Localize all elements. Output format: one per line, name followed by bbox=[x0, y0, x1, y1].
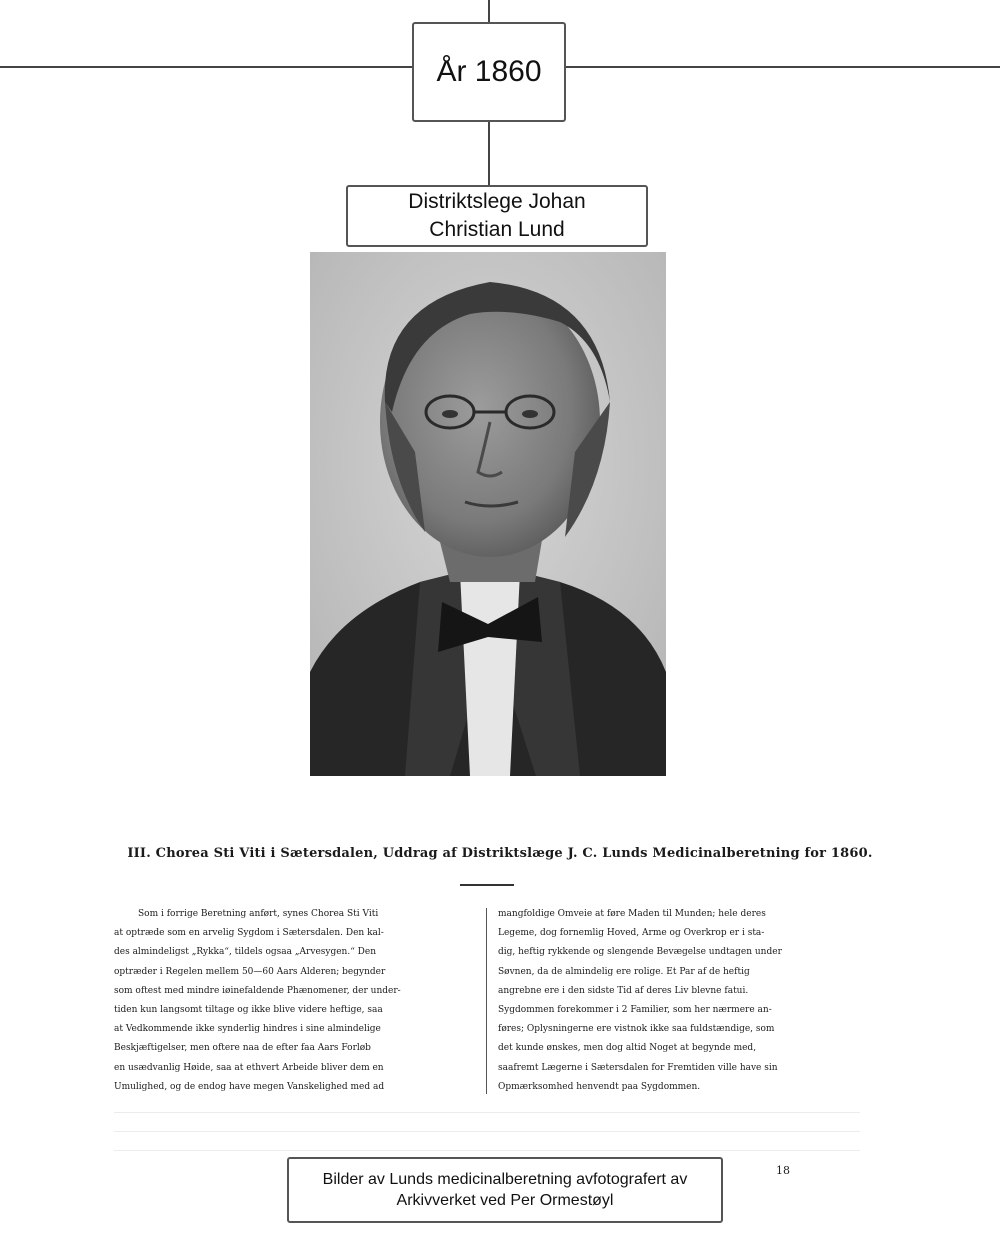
scan-bleed-line bbox=[114, 1112, 860, 1113]
text-line: det kunde ønskes, men dog altid Noget at begynde med, bbox=[498, 1043, 757, 1054]
document-right-column bbox=[498, 905, 860, 1097]
year-label: År 1860 bbox=[436, 55, 542, 88]
timeline-horizontal-right bbox=[566, 66, 1000, 68]
person-label-line1: Distriktslege Johan bbox=[408, 190, 586, 213]
text-line: des almindeligst „Rykka“, tildels ogsaa „Arvesygen.“ Den bbox=[114, 947, 377, 958]
text-line: en usædvanlig Høide, saa at ethvert Arbeide bliver dem en bbox=[114, 1062, 384, 1073]
text-line: som oftest med mindre iøinefaldende Phænomener, der under- bbox=[114, 985, 401, 996]
text-line: Umulighed, og de endog have megen Vanskelighed med ad bbox=[114, 1081, 385, 1092]
text-line: at optræde som en arvelig Sygdom i Sætersdalen. Den kal- bbox=[114, 928, 384, 939]
scan-bleed-line bbox=[114, 1150, 860, 1151]
text-line: tiden kun langsomt tiltage og ikke blive videre heftige, saa bbox=[114, 1005, 383, 1016]
text-line: dig, heftig rykkende og slengende Bevægelse undtagen under bbox=[498, 947, 782, 958]
title-divider bbox=[460, 884, 514, 886]
timeline-vertical-connector bbox=[488, 122, 490, 185]
document-title: III. Chorea Sti Viti i Sætersdalen, Uddrag af Distriktslæge J. C. Lunds Medicinalberetning for 1860. bbox=[127, 846, 873, 861]
text-line: Sygdommen forekommer i 2 Familier, som her nærmere an- bbox=[498, 1005, 772, 1016]
text-line: Søvnen, da de almindelig ere rolige. Et Par af de heftig bbox=[498, 966, 750, 977]
person-label-line2: Christian Lund bbox=[429, 218, 565, 241]
text-line: føres; Oplysningerne ere vistnok ikke saa fuldstændige, som bbox=[498, 1024, 775, 1035]
photo-credit-caption bbox=[287, 1157, 723, 1223]
portrait-photo bbox=[310, 252, 666, 776]
caption-line1: Bilder av Lunds medicinalberetning avfotografert av bbox=[322, 1171, 688, 1188]
text-line: saafremt Lægerne i Sætersdalen for Fremtiden ville have sin bbox=[498, 1062, 778, 1073]
scan-bleed-line bbox=[114, 1131, 860, 1132]
person-label-box bbox=[346, 185, 648, 247]
text-line: angrebne ere i den sidste Tid af deres Liv blevne fatui. bbox=[498, 985, 749, 996]
text-line: mangfoldige Omveie at føre Maden til Munden; hele deres bbox=[498, 909, 766, 919]
text-line: Som i forrige Beretning anført, synes Chorea Sti Viti bbox=[138, 909, 379, 919]
text-line: Opmærksomhed henvendt paa Sygdommen. bbox=[498, 1081, 701, 1092]
portrait-illustration bbox=[310, 252, 666, 776]
text-line: at Vedkommende ikke synderlig hindres i sine almindelige bbox=[114, 1024, 381, 1035]
text-line: Legeme, dog fornemlig Hoved, Arme og Overkrop er i sta- bbox=[498, 928, 765, 939]
document-left-column bbox=[114, 905, 472, 1097]
year-box bbox=[412, 22, 566, 122]
caption-line2: Arkivverket ved Per Ormestøyl bbox=[396, 1192, 614, 1209]
page-number: 18 bbox=[776, 1164, 790, 1177]
column-divider bbox=[486, 908, 487, 1094]
text-line: Beskjæftigelser, men oftere naa de efter faa Aars Forløb bbox=[114, 1043, 371, 1054]
timeline-horizontal-left bbox=[0, 66, 412, 68]
text-line: optræder i Regelen mellem 50—60 Aars Alderen; begynder bbox=[114, 966, 386, 977]
timeline-vertical-top bbox=[488, 0, 490, 22]
